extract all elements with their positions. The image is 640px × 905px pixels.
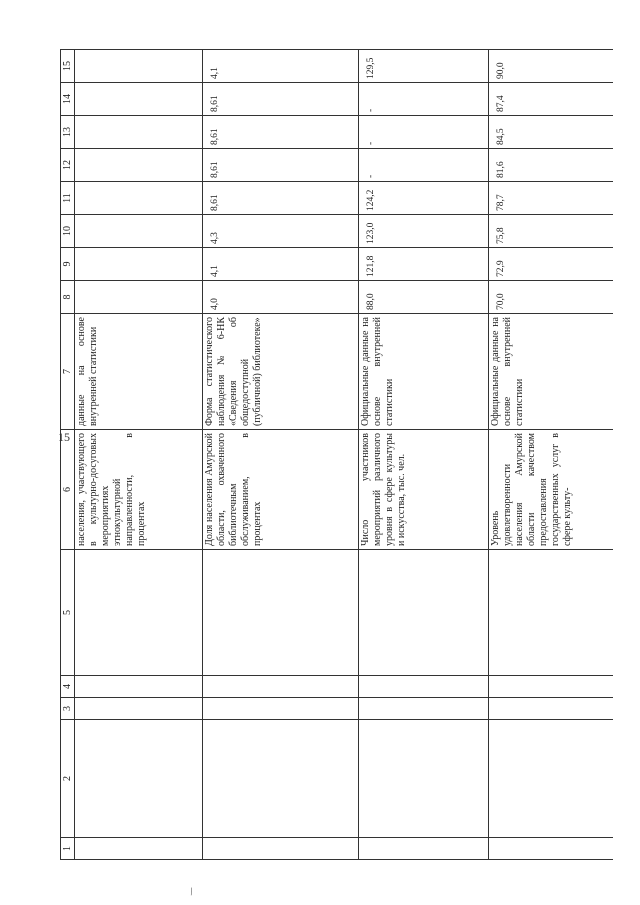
rotated-table-container	[60, 57, 580, 860]
header-cell: 14	[61, 83, 75, 116]
data-source-cell: данные на основе внутренней статистики	[75, 314, 203, 430]
header-cell: 11	[61, 182, 75, 215]
table-cell	[489, 550, 614, 676]
value-cell: 8,61	[203, 149, 359, 182]
table-cell	[203, 698, 359, 720]
value-cell: 124,2	[359, 182, 489, 215]
table-cell	[489, 838, 614, 860]
value-cell: 4,3	[203, 215, 359, 248]
value-cell: -	[359, 116, 489, 149]
value-cell: 129,5	[359, 50, 489, 83]
data-source-cell: Официальные данные на основе внутренней статистики	[489, 314, 614, 430]
value-cell: 78,7	[489, 182, 614, 215]
table-cell	[489, 676, 614, 698]
data-source-cell: Официальные данные на основе внутренней статистики	[359, 314, 489, 430]
table-cell	[203, 838, 359, 860]
header-cell: 9	[61, 248, 75, 281]
value-cell: -	[359, 83, 489, 116]
table-cell	[75, 838, 203, 860]
value-cell: 8,61	[203, 116, 359, 149]
value-cell: 4,1	[203, 50, 359, 83]
value-cell	[75, 182, 203, 215]
table-cell	[359, 838, 489, 860]
value-cell: 72,9	[489, 248, 614, 281]
page-number: 15	[58, 430, 70, 444]
header-cell: 6	[61, 430, 75, 550]
table-cell	[75, 698, 203, 720]
header-cell: 8	[61, 281, 75, 314]
value-cell	[75, 83, 203, 116]
data-source-cell: Форма статистического наблюдения № 6-НК «Сведения об общедоступной (публичной) библиотеке»	[203, 314, 359, 430]
table-cell	[75, 720, 203, 838]
indicator-name-cell: Число участников мероприятий различного уровня в сфере культуры и искусства, тыс. чел.	[359, 430, 489, 550]
header-cell: 10	[61, 215, 75, 248]
table-row	[359, 50, 489, 860]
value-cell: 123,0	[359, 215, 489, 248]
value-cell	[75, 50, 203, 83]
value-cell: 8,61	[203, 182, 359, 215]
header-cell: 4	[61, 676, 75, 698]
table-cell	[359, 698, 489, 720]
header-cell: 15	[61, 50, 75, 83]
value-cell: -	[359, 149, 489, 182]
header-cell: 1	[61, 838, 75, 860]
table-cell	[203, 550, 359, 676]
value-cell: 87,4	[489, 83, 614, 116]
value-cell	[75, 116, 203, 149]
value-cell	[75, 215, 203, 248]
header-cell: 2	[61, 720, 75, 838]
header-cell: 5	[61, 550, 75, 676]
indicator-name-cell: Уровень удовлетворенности населения Амурской области качеством предоставления государственных услуг в сфере культу-	[489, 430, 614, 550]
header-row	[61, 50, 75, 860]
stray-pen-mark: /	[188, 885, 195, 899]
value-cell: 90,0	[489, 50, 614, 83]
header-cell: 13	[61, 116, 75, 149]
value-cell: 4,1	[203, 248, 359, 281]
table-cell	[203, 676, 359, 698]
table-cell	[489, 698, 614, 720]
table-cell	[359, 676, 489, 698]
value-cell: 70,0	[489, 281, 614, 314]
value-cell: 75,8	[489, 215, 614, 248]
value-cell	[75, 281, 203, 314]
value-cell: 84,5	[489, 116, 614, 149]
table-row	[203, 50, 359, 860]
header-cell: 3	[61, 698, 75, 720]
indicator-name-cell: Доля населения Амурской области, охваченного библиотечным обслуживанием, в процентах	[203, 430, 359, 550]
value-cell: 8,61	[203, 83, 359, 116]
header-cell: 12	[61, 149, 75, 182]
table-row	[489, 50, 614, 860]
table-cell	[75, 676, 203, 698]
value-cell: 121,8	[359, 248, 489, 281]
table-cell	[359, 550, 489, 676]
indicator-name-cell: населения, участвующего в культурно-досуговых мероприятиях этнокультурной направленности, в процентах	[75, 430, 203, 550]
value-cell: 81,6	[489, 149, 614, 182]
table-cell	[489, 720, 614, 838]
table-cell	[75, 550, 203, 676]
table-cell	[359, 720, 489, 838]
table-row	[75, 50, 203, 860]
value-cell	[75, 248, 203, 281]
value-cell: 4,0	[203, 281, 359, 314]
indicators-table	[60, 49, 613, 860]
header-cell: 7	[61, 314, 75, 430]
value-cell: 88,0	[359, 281, 489, 314]
value-cell	[75, 149, 203, 182]
table-cell	[203, 720, 359, 838]
